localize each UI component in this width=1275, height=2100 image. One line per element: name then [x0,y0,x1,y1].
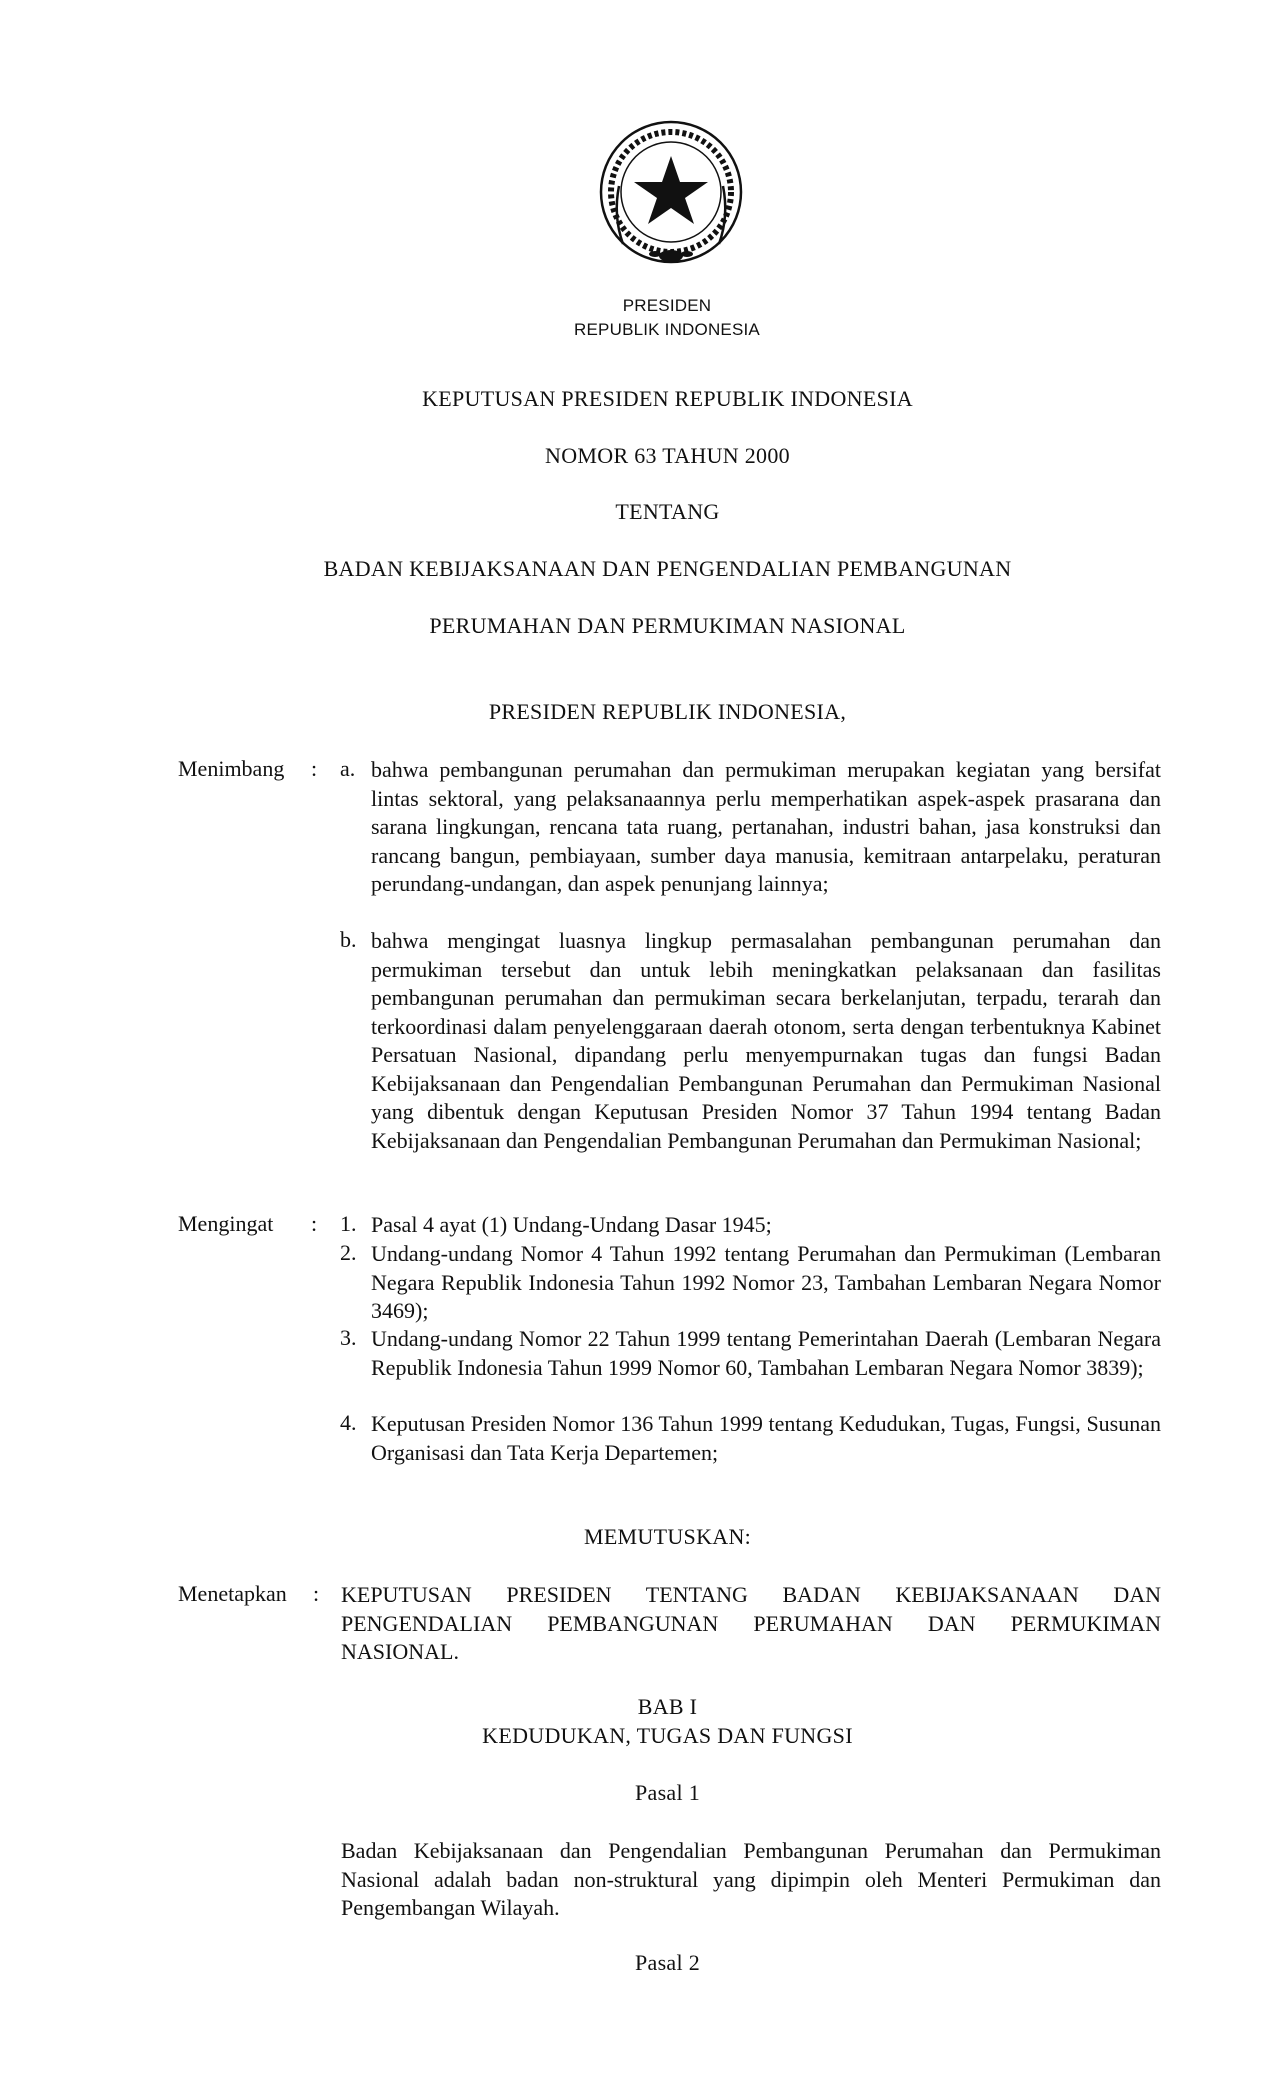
mengingat-item-1: Pasal 4 ayat (1) Undang-Undang Dasar 1945; [371,1212,772,1237]
mengingat-item-4: Keputusan Presiden Nomor 136 Tahun 1999 tentang Kedudukan, Tugas, Fungsi, Susunan Organisasi dan Tata Kerja Departemen; [371,1411,1161,1465]
mengingat-item-3: Undang-undang Nomor 22 Tahun 1999 tentang Pemerintahan Daerah (Lembaran Negara Republik Indonesia Tahun 1999 Nomor 60, Tambahan Lembaran Negara Nomor 3839); [371,1326,1161,1380]
mengingat-label: Mengingat [178,1211,274,1236]
issuer-heading: PRESIDEN REPUBLIK INDONESIA, [488,699,847,724]
menimbang-colon: : [311,756,318,781]
mengingat-colon: : [311,1211,318,1236]
office-title-line1: PRESIDEN [622,296,712,315]
pasal-1-text: Badan Kebijaksanaan dan Pengendalian Pembangunan Perumahan dan Permukiman Nasional adalah badan non-struktural yang dipimpin oleh Menteri Permukiman dan Pengembangan Wilayah. [341,1838,1161,1920]
menimbang-item-a: bahwa pembangunan perumahan dan permukiman merupakan kegiatan yang bersifat lintas sektoral, yang pelaksanaannya perlu memperhatikan aspek-aspek prasarana dan sarana lingkungan, rencana tata ruang, pertanahan, industri bahan, jasa konstruksi dan rancang bangun, pembiayaan, sumber daya manusia, kemitraan antarpelaku, peraturan perundang-undangan, dan aspek penunjang lainnya; [371,757,1161,896]
garuda-star-wreath-emblem-icon [593,116,749,276]
office-title-line2: REPUBLIK INDONESIA [574,320,760,339]
emblem-graphic [593,116,749,276]
menimbang-mark-a: a. [340,756,356,781]
menetapkan-colon: : [313,1581,320,1606]
menimbang-mark-b: b. [340,927,357,952]
menetapkan-label: Menetapkan [178,1581,287,1606]
mengingat-item-2: Undang-undang Nomor 4 Tahun 1992 tentang Perumahan dan Permukiman (Lembaran Negara Republik Indonesia Tahun 1992 Nomor 23, Tambahan Lembaran Negara Nomor 3469); [371,1241,1161,1323]
menetapkan-text: KEPUTUSAN PRESIDEN TENTANG BADAN KEBIJAKSANAAN DAN PENGENDALIAN PEMBANGUNAN PERUMAHAN DAN PERMUKIMAN NASIONAL. [341,1582,1161,1664]
pasal-1-heading: Pasal 1 [634,1780,701,1805]
decree-title: KEPUTUSAN PRESIDEN REPUBLIK INDONESIA [422,386,913,411]
bab-number: BAB I [637,1694,698,1719]
memutuskan-heading: MEMUTUSKAN: [583,1524,752,1549]
mengingat-mark-1: 1. [340,1211,357,1236]
menimbang-item-b: bahwa mengingat luasnya lingkup permasalahan pembangunan perumahan dan permukiman tersebut dan untuk lebih meningkatkan pelaksanaan dan fasilitas pembangunan perumahan dan permukiman secara berkelanjutan, terpadu, terarah dan terkoordinasi dalam penyelenggaraan daerah otonom, serta dengan terbentuknya Kabinet Persatuan Nasional, dipandang perlu menyempurnakan tugas dan fungsi Badan Kebijaksanaan dan Pengendalian Pembangunan Perumahan dan Permukiman Nasional yang dibentuk dengan Keputusan Presiden Nomor 37 Tahun 1994 tentang Badan Kebijaksanaan dan Pengendalian Pembangunan Perumahan dan Permukiman Nasional; [371,928,1161,1153]
decree-number: NOMOR 63 TAHUN 2000 [545,443,790,468]
pasal-2-heading: Pasal 2 [634,1950,701,1975]
decree-subject-line2: PERUMAHAN DAN PERMUKIMAN NASIONAL [429,613,906,638]
mengingat-mark-3: 3. [340,1325,357,1350]
decree-tentang: TENTANG [615,499,720,524]
bab-title: KEDUDUKAN, TUGAS DAN FUNGSI [482,1723,853,1748]
mengingat-mark-2: 2. [340,1240,357,1265]
menimbang-label: Menimbang [178,756,285,781]
decree-subject-line1: BADAN KEBIJAKSANAAN DAN PENGENDALIAN PEMBANGUNAN [323,556,1012,581]
mengingat-mark-4: 4. [340,1410,357,1435]
